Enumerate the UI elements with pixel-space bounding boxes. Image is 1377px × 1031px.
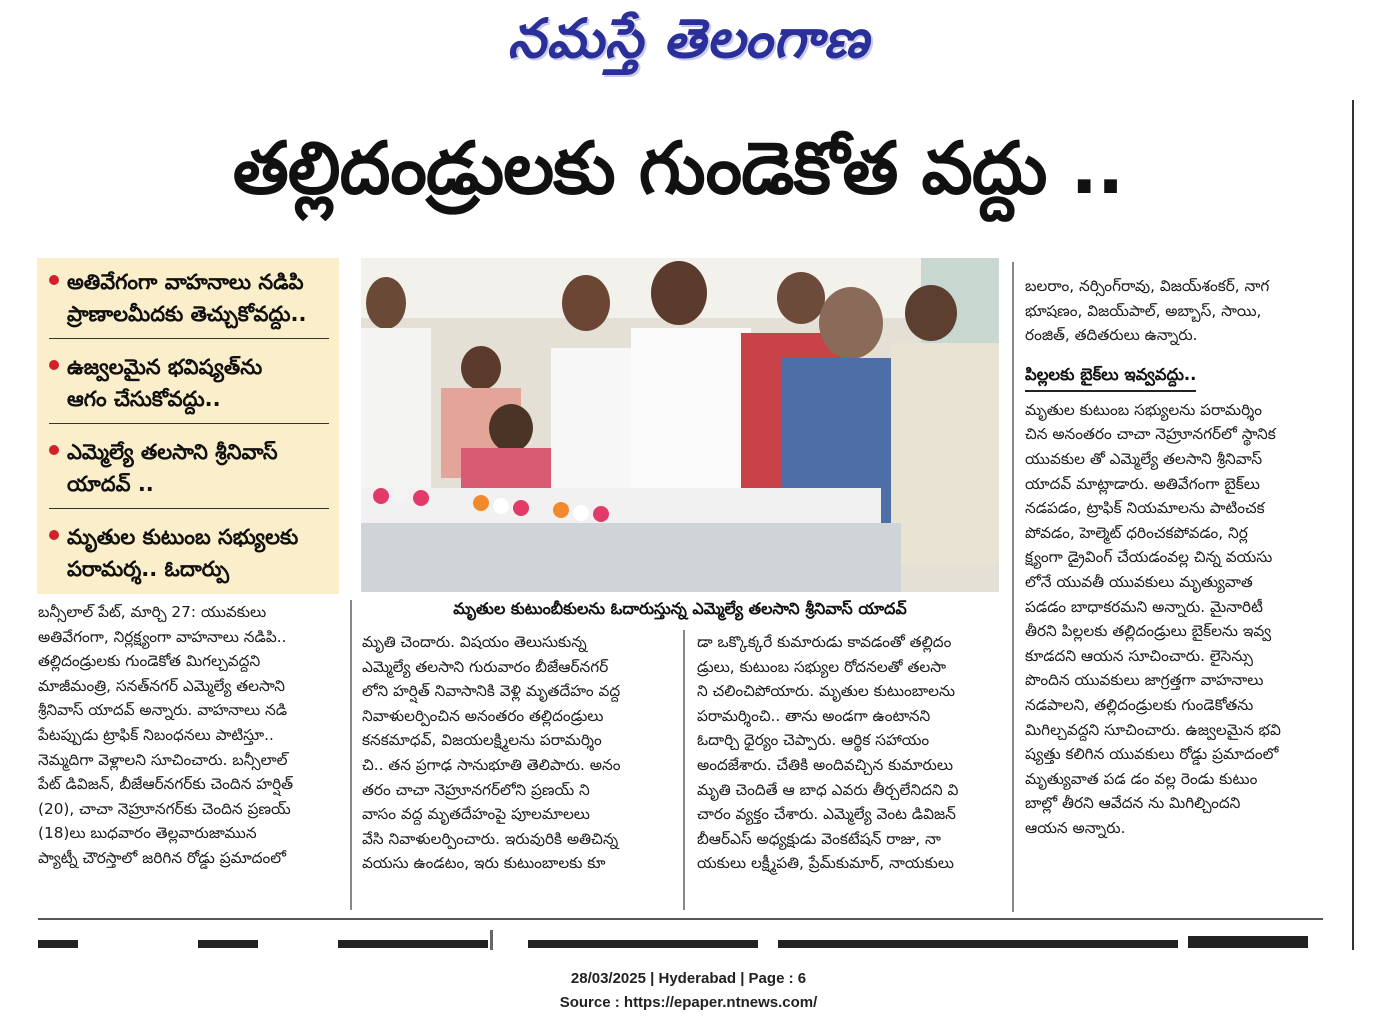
text-line: పేట్ డివిజన్, బీజేఆర్‌నగర్‌కు చెందిన హర్షిత్: [38, 775, 294, 794]
footer-source: Source : https://epaper.ntnews.com/: [559, 994, 818, 1011]
text-line: (20), చాచా నెహ్రూనగర్‌కు చెందిన ప్రణయ్: [38, 799, 291, 818]
highlight-line: మృతుల కుటుంబ సభ్యులకు: [67, 525, 299, 549]
text-line: బలరాం, నర్సింగ్‌రావు, విజయ్‌శంకర్, నాగ: [1025, 277, 1270, 295]
text-line: మాజీమంత్రి, సనత్‌నగర్ ఎమ్మెల్యే తలసాని: [38, 676, 286, 695]
text-line: నడపడం, ట్రాఫిక్ నియమాలను పాటించక: [1025, 499, 1265, 518]
bullet-icon: [49, 360, 59, 370]
text-line: పొందిన యువకులు జాగ్రత్తగా వాహనాలు: [1025, 671, 1264, 690]
news-photo: [361, 258, 999, 592]
text-line: రంజిత్, తదితరులు ఉన్నారు.: [1025, 326, 1198, 345]
text-line: బాల్లో తీరని ఆవేదన ను మిగిల్చిందని: [1025, 794, 1241, 813]
text-line: ఆయన అన్నారు.: [1025, 818, 1126, 837]
subheading: పిల్లలకు బైక్‌లు ఇవ్వవద్దు..: [1025, 362, 1196, 392]
text-line: తీరని పిల్లలకు తల్లిదండ్రులు బైక్‌లను ఇవ్వ: [1025, 622, 1272, 641]
text-line: క్ష్యంగా డ్రైవింగ్ చేయడంవల్ల చిన్న వయసు: [1025, 548, 1273, 567]
text-line: చిన అనంతరం చాచా నెహ్రూనగర్‌లో స్థానిక: [1025, 425, 1276, 444]
article-bottom-rule: [38, 918, 1323, 920]
highlight-item: [49, 436, 329, 509]
text-line: యకులు లక్ష్మీపతి, ప్రేమ్‌కుమార్, నాయకులు: [697, 854, 954, 873]
text-line: ని చలించిపోయారు. మృతుల కుటుంబాలను: [697, 682, 956, 701]
text-line: నడపాలని, తల్లిదండ్రులకు గుండెకోతను: [1025, 695, 1254, 714]
text-line: ఎమ్మెల్యే తలసాని గురువారం బీజేఆర్‌నగర్: [362, 657, 609, 676]
masthead-logo: నమస్తే తెలంగాణ: [507, 7, 870, 70]
text-line: కనకమాధవ్, విజయలక్ష్మిలను పరామర్శిం: [362, 731, 602, 750]
page-footer: [0, 967, 1377, 1015]
highlight-line: యాదవ్ ..: [67, 472, 154, 496]
text-line: మృతి చెందితే ఆ బాధ ఎవరు తీర్చలేనిదని వి: [697, 780, 959, 799]
column-divider: [350, 600, 352, 910]
highlight-line: పరామర్శ.. ఓదార్పు: [67, 557, 230, 581]
article-column-2: [362, 630, 668, 910]
text-line: బీఆర్‌ఎస్ అధ్యక్షుడు వెంకటేషన్ రాజు, నా: [697, 829, 941, 848]
text-line: మృతి చెందారు. విషయం తెలుసుకున్న: [362, 633, 587, 651]
text-line: ఓదార్చి ధైర్యం చెప్పారు. ఆర్థిక సహాయం: [697, 731, 930, 750]
article-column-1: [38, 600, 338, 910]
highlight-line: ఆగం చేసుకోవద్దు..: [67, 387, 221, 411]
text-line: పోవడం, హెల్మెట్ ధరించకపోవడం, నిర్ల: [1025, 523, 1248, 542]
footer-dateline: 28/03/2025 | Hyderabad | Page : 6: [570, 970, 807, 987]
text-line: లోని హర్షిత్ నివాసానికి వెళ్లి మృతదేహం వద్ద: [362, 682, 621, 701]
next-article-cropped: [38, 930, 1323, 950]
text-line: మృత్యువాత పడ డం వల్ల రెండు కుటుం: [1025, 769, 1258, 788]
text-line: భూషణం, విజయ్‌పాల్, అబ్బాస్, సాయి,: [1025, 301, 1262, 320]
highlight-line: ఉజ్వలమైన భవిష్యత్‌ను: [67, 355, 263, 379]
text-line: పేటప్పుడు ట్రాఫిక్ నిబంధనలు పాటిస్తూ..: [38, 725, 274, 744]
text-line: తరం చాచా నెహ్రూనగర్‌లోని ప్రణయ్ ని: [362, 780, 590, 799]
text-line: మృతుల కుటుంబ సభ్యులను పరామర్శిం: [1025, 400, 1262, 419]
text-line: వయసు ఉండటం, ఇరు కుటుంబాలకు కూ: [362, 854, 606, 873]
article-column-4: [1025, 274, 1327, 914]
text-line: డా ఒక్కొక్కరే కుమారుడు కావడంతో తల్లిదం: [697, 633, 952, 651]
highlight-line: ప్రాణాలమీదకు తెచ్చుకోవద్దు..: [67, 302, 307, 326]
highlight-item: [49, 266, 329, 339]
article-column-3: [697, 630, 997, 910]
highlight-line: అతివేగంగా వాహనాలు నడిపి: [67, 270, 304, 294]
text-line: యాదవ్ మాట్లాడారు. అతివేగంగా బైక్‌లు: [1025, 474, 1260, 493]
text-line: చారం వ్యక్తం చేశారు. ఎమ్మెల్యే వెంట డివిజన్: [697, 805, 956, 824]
column-divider: [683, 630, 685, 910]
text-line: యువకుల తో ఎమ్మెల్యే తలసాని శ్రీనివాస్: [1025, 449, 1263, 468]
text-line: పడడం బాధాకరమని అన్నారు. మైనారిటీ: [1025, 597, 1263, 616]
text-line: లోనే యువతీ యువకులు మృత్యువాత: [1025, 572, 1253, 591]
text-line: నెమ్మదిగా వెళ్లాలని సూచించారు. బన్సీలాల్: [38, 750, 288, 769]
text-line: కూడదని ఆయన సూచించారు. లైసెన్సు: [1025, 646, 1253, 665]
photo-illustration: [361, 258, 999, 592]
highlight-item: [49, 351, 329, 424]
bullet-icon: [49, 445, 59, 455]
text-line: చి.. తన ప్రగాఢ సానుభూతి తెలిపారు. అనం: [362, 755, 621, 774]
photo-caption: మృతుల కుటుంబీకులను ఓదారుస్తున్న ఎమ్మెల్యే తలసాని శ్రీనివాస్ యాదవ్: [453, 599, 907, 618]
bullet-icon: [49, 530, 59, 540]
text-line: ప్యాట్నీ చౌరస్తాలో జరిగిన రోడ్డు ప్రమాదంలో: [38, 848, 286, 867]
highlight-item: [49, 521, 329, 593]
text-line: (18)లు బుధవారం తెల్లవారుజామున: [38, 824, 257, 843]
text-line: బన్సీలాల్ పేట్, మార్చి 27: యువకులు: [38, 603, 267, 621]
column-rule-right: [1352, 100, 1354, 950]
cropped-text-strokes: [38, 930, 1323, 950]
highlight-line: ఎమ్మెల్యే తలసాని శ్రీనివాస్: [67, 440, 278, 464]
text-line: అతివేగంగా, నిర్లక్ష్యంగా వాహనాలు నడిపి..: [38, 627, 287, 646]
text-line: వేసి నివాళులర్పించారు. ఇరువురికి అతిచిన్న: [362, 829, 619, 848]
text-line: అందజేశారు. చేతికి అందివచ్చిన కుమారులు: [697, 755, 953, 774]
article-headline: తల్లిదండ్రులకు గుండెకోత వద్దు ..: [232, 126, 1124, 210]
text-line: పరామర్శించి.. తాను అండగా ఉంటానని: [697, 706, 931, 725]
text-line: డ్రులు, కుటుంబ సభ్యుల రోదనలతో తలసా: [697, 657, 946, 676]
text-line: మిగిల్చవద్దని సూచించారు. ఉజ్వలమైన భవి: [1025, 720, 1281, 739]
highlights-box: [37, 258, 339, 594]
text-line: నివాళులర్పించిన అనంతరం తల్లిదండ్రులు: [362, 706, 604, 725]
text-line: శ్రీనివాస్ యాదవ్ అన్నారు. వాహనాలు నడి: [38, 701, 288, 720]
text-line: వాసం వద్ద మృతదేహంపై పూలమాలలు: [362, 805, 590, 824]
column-divider: [1012, 262, 1014, 912]
text-line: తల్లిదండ్రులకు గుండెకోత మిగల్చవద్దని: [38, 652, 261, 671]
bullet-icon: [49, 275, 59, 285]
text-line: ష్యత్తు కలిగిన యువకులు రోడ్డు ప్రమాదంలో: [1025, 745, 1279, 764]
